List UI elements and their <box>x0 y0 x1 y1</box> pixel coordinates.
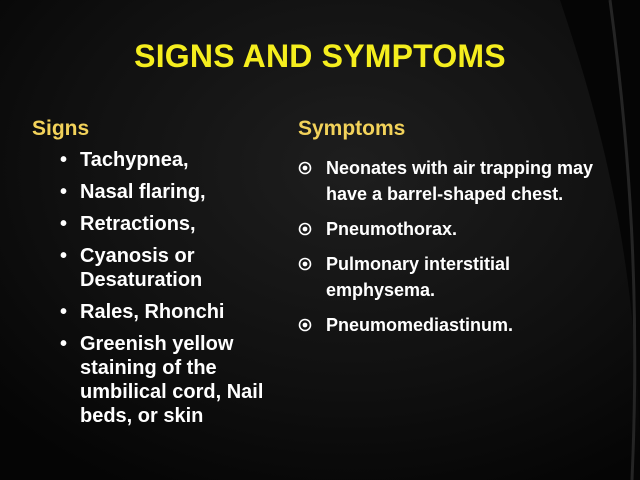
symptom-text: Pneumothorax. <box>326 219 458 239</box>
symptom-text: Pneumomediastinum. <box>326 315 514 335</box>
sign-text: Rales, Rhonchi <box>80 301 225 323</box>
sign-text: Tachypnea, <box>80 149 189 171</box>
slide-title: SIGNS AND SYMPTOMS <box>134 38 506 74</box>
signs-heading: Signs <box>32 117 90 140</box>
sign-text: Retractions, <box>80 213 196 235</box>
symptoms-list-item <box>298 216 618 242</box>
sign-text: Greenish yellow staining of the umbilical cord, Nail beds, or skin <box>80 333 264 427</box>
symptom-text: Neonates with air trapping may have a barrel-shaped chest. <box>326 158 594 204</box>
signs-list-item <box>58 148 298 172</box>
circled-dot-bullet-icon <box>298 257 312 271</box>
sign-text: Nasal flaring, <box>80 181 206 203</box>
signs-list <box>58 148 298 436</box>
circled-dot-bullet-icon <box>298 318 312 332</box>
circled-dot-bullet-icon <box>298 161 312 175</box>
signs-list-item <box>58 212 298 236</box>
bullet-dot-icon: • <box>60 149 68 171</box>
symptoms-list-item <box>298 312 618 338</box>
symptom-text: Pulmonary interstitial emphysema. <box>326 254 511 300</box>
circled-dot-bullet-icon <box>298 222 312 236</box>
signs-list-item <box>58 300 298 324</box>
bullet-dot-icon: • <box>60 245 68 267</box>
sign-text: Cyanosis or Desaturation <box>80 245 203 291</box>
bullet-dot-icon: • <box>60 213 68 235</box>
signs-list-item <box>58 332 298 428</box>
symptoms-heading: Symptoms <box>298 117 406 140</box>
bullet-dot-icon: • <box>60 181 68 203</box>
signs-list-item <box>58 180 298 204</box>
symptoms-list-item <box>298 251 618 303</box>
bullet-dot-icon: • <box>60 301 68 323</box>
symptoms-list <box>298 155 618 347</box>
symptoms-list-item <box>298 155 618 207</box>
signs-list-item <box>58 244 298 292</box>
bullet-dot-icon: • <box>60 333 68 355</box>
